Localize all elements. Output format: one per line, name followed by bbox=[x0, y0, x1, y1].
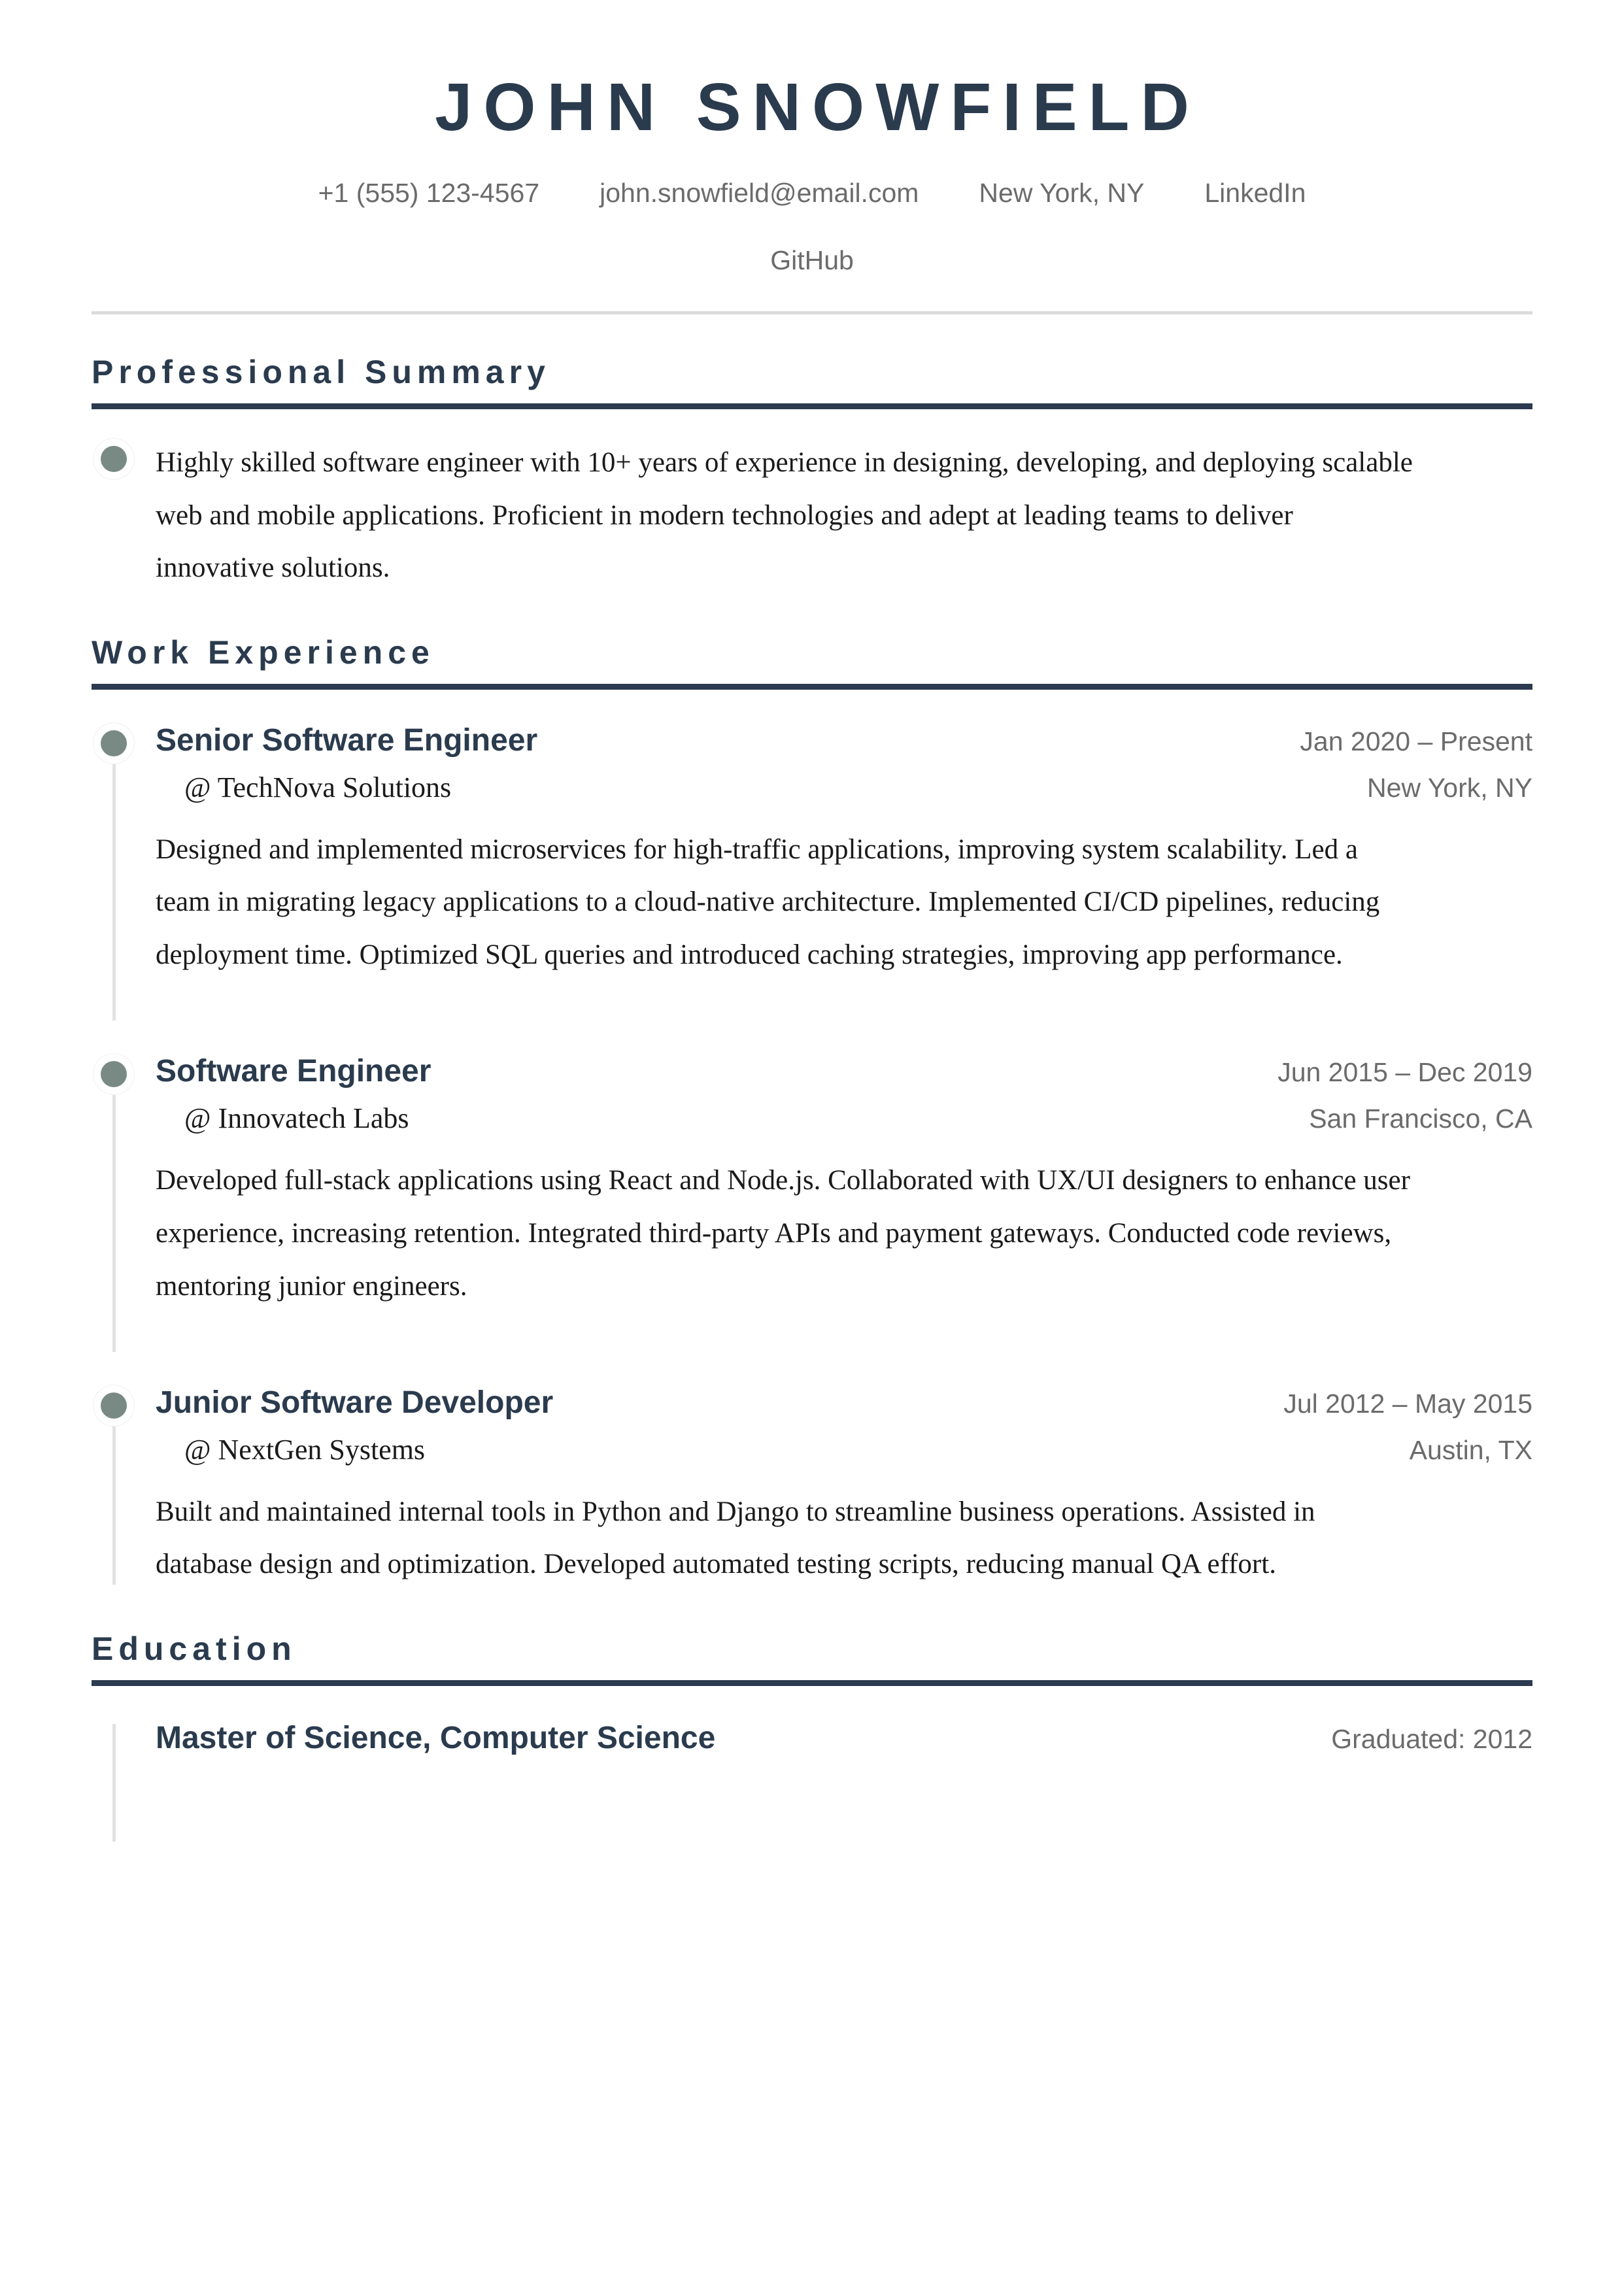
graduation-date: Graduated: 2012 bbox=[1331, 1723, 1532, 1754]
contact-email[interactable]: john.snowfield@email.com bbox=[600, 178, 919, 209]
section-title-education: Education bbox=[92, 1630, 297, 1668]
experience-entry-subheader bbox=[156, 769, 1532, 805]
experience-entry bbox=[92, 1383, 1532, 1592]
section-rule-experience bbox=[92, 684, 1532, 690]
contact-github[interactable]: GitHub bbox=[770, 245, 854, 275]
contact-location: New York, NY bbox=[979, 178, 1145, 209]
education-entry-list bbox=[92, 1719, 1532, 1758]
summary-block bbox=[92, 437, 1532, 595]
job-date: Jul 2012 – May 2015 bbox=[1283, 1388, 1532, 1419]
job-location: Austin, TX bbox=[1409, 1434, 1532, 1465]
job-description: Built and maintained internal tools in Python and Django to streamline business operations. Assisted in database design and optimization. Developed automated testing scripts, reducing manual QA effort. bbox=[156, 1496, 1315, 1580]
job-description: Designed and implemented microservices for high-traffic applications, improving system scalability. Led a team in migrating legacy applications to a cloud-native architecture. Implemented CI/CD pipelines, reducing deployment time. Optimized SQL queries and introduced caching strategies, improving app performance. bbox=[156, 834, 1380, 971]
experience-entry-header bbox=[156, 1383, 1532, 1423]
experience-entry-header bbox=[156, 721, 1532, 760]
experience-entry-list bbox=[92, 721, 1532, 1592]
summary-text: Highly skilled software engineer with 10+ years of experience in designing, developing, and deploying scalable web and mobile applications. Proficient in modern technologies and adept at leading teams to deliver innovative solutions. bbox=[156, 447, 1413, 584]
resume-header bbox=[92, 0, 1532, 314]
job-company: @ Innovatech Labs bbox=[184, 1102, 409, 1135]
contact-info-row-secondary bbox=[171, 243, 1453, 277]
education-entry bbox=[92, 1719, 1532, 1758]
job-company: @ TechNova Solutions bbox=[184, 771, 452, 803]
experience-entry-header bbox=[156, 1052, 1532, 1091]
job-title: Junior Software Developer bbox=[156, 1385, 554, 1420]
education-entry-header bbox=[156, 1719, 1532, 1758]
page-title: JOHN SNOWFIELD bbox=[435, 69, 1200, 144]
experience-entry bbox=[92, 1052, 1532, 1383]
timeline-line bbox=[112, 1724, 116, 1842]
section-work-experience bbox=[92, 634, 1532, 1591]
section-professional-summary bbox=[92, 354, 1532, 595]
job-location: San Francisco, CA bbox=[1309, 1104, 1532, 1134]
timeline-line bbox=[112, 764, 116, 1020]
contact-linkedin[interactable]: LinkedIn bbox=[1204, 178, 1306, 209]
bullet-dot-icon bbox=[101, 446, 127, 472]
job-title: Software Engineer bbox=[156, 1054, 431, 1089]
job-title: Senior Software Engineer bbox=[156, 722, 538, 758]
section-title-experience: Work Experience bbox=[92, 634, 435, 671]
timeline-line bbox=[112, 1426, 116, 1585]
experience-entry-subheader bbox=[156, 1100, 1532, 1136]
section-education bbox=[92, 1630, 1532, 1758]
bullet-dot-icon bbox=[101, 1392, 127, 1419]
section-title-summary: Professional Summary bbox=[92, 354, 550, 391]
header-divider bbox=[92, 311, 1532, 314]
timeline-line bbox=[112, 1095, 116, 1351]
degree-title: Master of Science, Computer Science bbox=[156, 1720, 716, 1755]
section-rule-education bbox=[92, 1680, 1532, 1686]
job-date: Jan 2020 – Present bbox=[1300, 726, 1532, 756]
job-company: @ NextGen Systems bbox=[184, 1433, 426, 1466]
job-location: New York, NY bbox=[1367, 772, 1532, 803]
contact-info-row bbox=[171, 176, 1453, 210]
job-date: Jun 2015 – Dec 2019 bbox=[1277, 1057, 1532, 1088]
experience-entry-subheader bbox=[156, 1432, 1532, 1468]
section-rule-summary bbox=[92, 403, 1532, 409]
contact-phone: +1 (555) 123-4567 bbox=[318, 178, 540, 209]
job-description: Developed full-stack applications using React and Node.js. Collaborated with UX/UI designers to enhance user experience, increasing retention. Integrated third-party APIs and payment gateways. Conducted code reviews, mentoring junior engineers. bbox=[156, 1165, 1410, 1302]
experience-entry bbox=[92, 721, 1532, 1052]
bullet-dot-icon bbox=[101, 730, 127, 756]
bullet-dot-icon bbox=[101, 1061, 127, 1087]
